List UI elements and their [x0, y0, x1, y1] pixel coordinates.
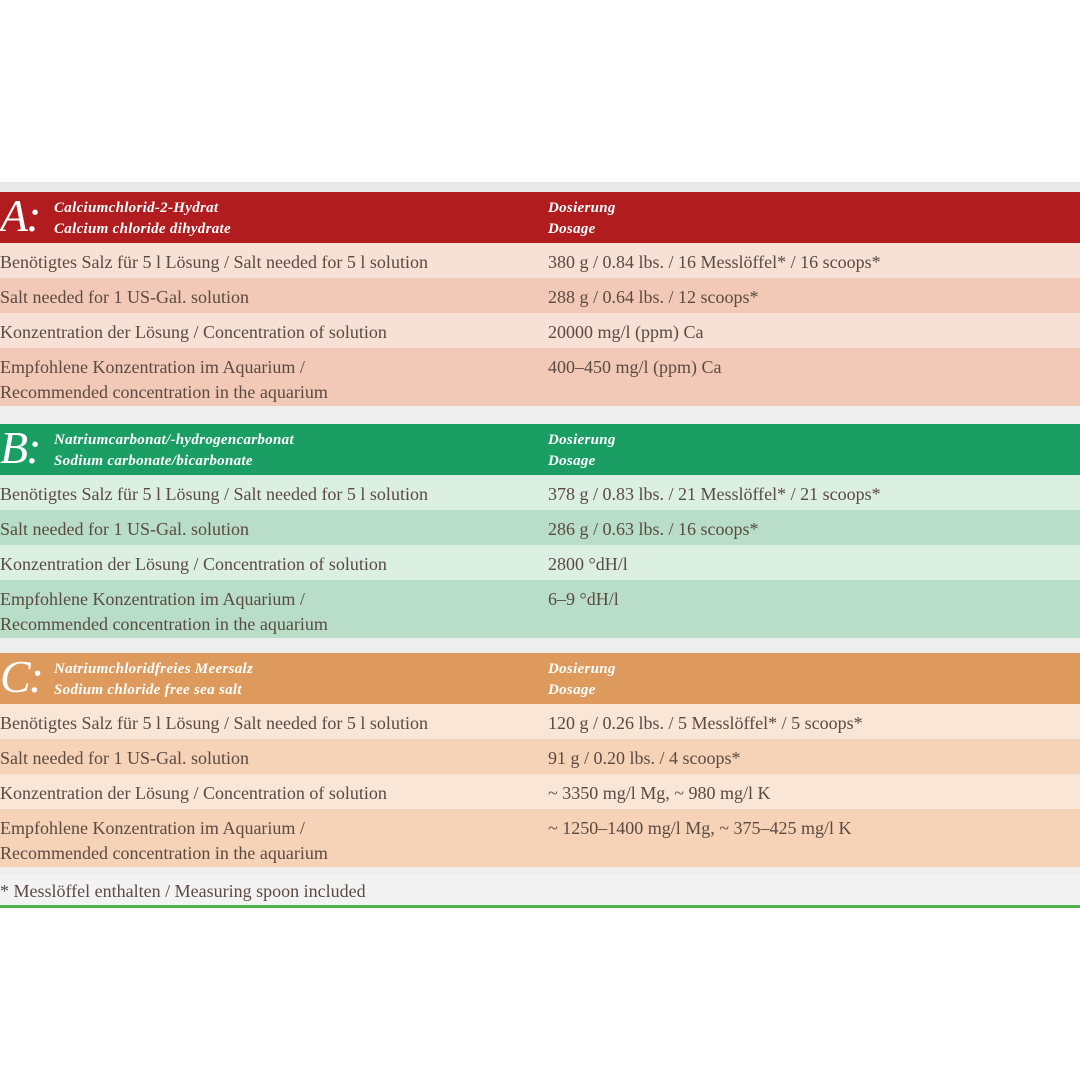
section-b-dose-de: Dosierung	[548, 432, 616, 448]
row-label: Konzentration der Lösung / Concentration of solution	[0, 554, 387, 574]
row-value: 400–450 mg/l (ppm) Ca	[548, 357, 722, 377]
row-value: ~ 3350 mg/l Mg, ~ 980 mg/l K	[548, 783, 771, 803]
row-label: Benötigtes Salz für 5 l Lösung / Salt needed for 5 l solution	[0, 252, 428, 272]
row-label-line2: Recommended concentration in the aquarium	[0, 614, 328, 634]
section-b-title-en: Sodium carbonate/bicarbonate	[54, 453, 253, 469]
row-label: Konzentration der Lösung / Concentration of solution	[0, 322, 387, 342]
row-label: Konzentration der Lösung / Concentration of solution	[0, 783, 387, 803]
row-label: Salt needed for 1 US-Gal. solution	[0, 748, 249, 768]
dosage-table	[0, 182, 1080, 908]
section-b-dose-en: Dosage	[548, 453, 596, 469]
section-a-dose-en: Dosage	[548, 221, 596, 237]
row-value: 380 g / 0.84 lbs. / 16 Messlöffel* / 16 scoops*	[548, 252, 881, 272]
row-value: 20000 mg/l (ppm) Ca	[548, 322, 704, 342]
section-a-title-en: Calcium chloride dihydrate	[54, 221, 231, 237]
section-c-dose-en: Dosage	[548, 682, 596, 698]
footnote-text: * Messlöffel enthalten / Measuring spoon included	[0, 881, 366, 901]
table-row	[0, 278, 1080, 313]
row-label-line2: Recommended concentration in the aquarium	[0, 382, 328, 402]
row-label: Salt needed for 1 US-Gal. solution	[0, 287, 249, 307]
table-row	[0, 545, 1080, 580]
table-row	[0, 580, 1080, 638]
table-row	[0, 348, 1080, 406]
section-b-title-de: Natriumcarbonat/-hydrogencarbonat	[54, 432, 294, 448]
row-value: 120 g / 0.26 lbs. / 5 Messlöffel* / 5 scoops*	[548, 713, 863, 733]
section-c-header	[0, 653, 1080, 704]
row-value: 91 g / 0.20 lbs. / 4 scoops*	[548, 748, 741, 768]
row-value: ~ 1250–1400 mg/l Mg, ~ 375–425 mg/l K	[548, 818, 852, 838]
section-b	[0, 424, 1080, 638]
section-a	[0, 192, 1080, 406]
table-row	[0, 774, 1080, 809]
section-b-header	[0, 424, 1080, 475]
row-value: 2800 °dH/l	[548, 554, 628, 574]
row-label-line2: Recommended concentration in the aquarium	[0, 843, 328, 863]
row-label	[0, 355, 540, 405]
table-row	[0, 313, 1080, 348]
table-row	[0, 510, 1080, 545]
table-row	[0, 243, 1080, 278]
section-c-title-en: Sodium chloride free sea salt	[54, 682, 242, 698]
table-top-rule	[0, 182, 1080, 192]
section-a-header	[0, 192, 1080, 243]
section-c	[0, 653, 1080, 867]
table-row	[0, 809, 1080, 867]
section-a-title-de: Calciumchlorid-2-Hydrat	[54, 200, 219, 216]
row-value: 6–9 °dH/l	[548, 589, 619, 609]
row-label: Salt needed for 1 US-Gal. solution	[0, 519, 249, 539]
row-label-line1: Empfohlene Konzentration im Aquarium /	[0, 357, 305, 377]
row-value: 286 g / 0.63 lbs. / 16 scoops*	[548, 519, 759, 539]
row-label	[0, 816, 540, 866]
row-value: 288 g / 0.64 lbs. / 12 scoops*	[548, 287, 759, 307]
footnote	[0, 875, 1080, 908]
section-c-title-de: Natriumchloridfreies Meersalz	[54, 661, 254, 677]
table-row	[0, 704, 1080, 739]
table-row	[0, 739, 1080, 774]
table-row	[0, 475, 1080, 510]
row-label	[0, 587, 540, 637]
section-b-letter: B:	[0, 422, 40, 473]
row-value: 378 g / 0.83 lbs. / 21 Messlöffel* / 21 scoops*	[548, 484, 881, 504]
section-c-letter: C:	[0, 651, 42, 702]
row-label: Benötigtes Salz für 5 l Lösung / Salt needed for 5 l solution	[0, 484, 428, 504]
row-label-line1: Empfohlene Konzentration im Aquarium /	[0, 818, 305, 838]
section-c-dose-de: Dosierung	[548, 661, 616, 677]
section-a-dose-de: Dosierung	[548, 200, 616, 216]
section-a-letter: A:	[0, 190, 40, 241]
row-label: Benötigtes Salz für 5 l Lösung / Salt needed for 5 l solution	[0, 713, 428, 733]
row-label-line1: Empfohlene Konzentration im Aquarium /	[0, 589, 305, 609]
